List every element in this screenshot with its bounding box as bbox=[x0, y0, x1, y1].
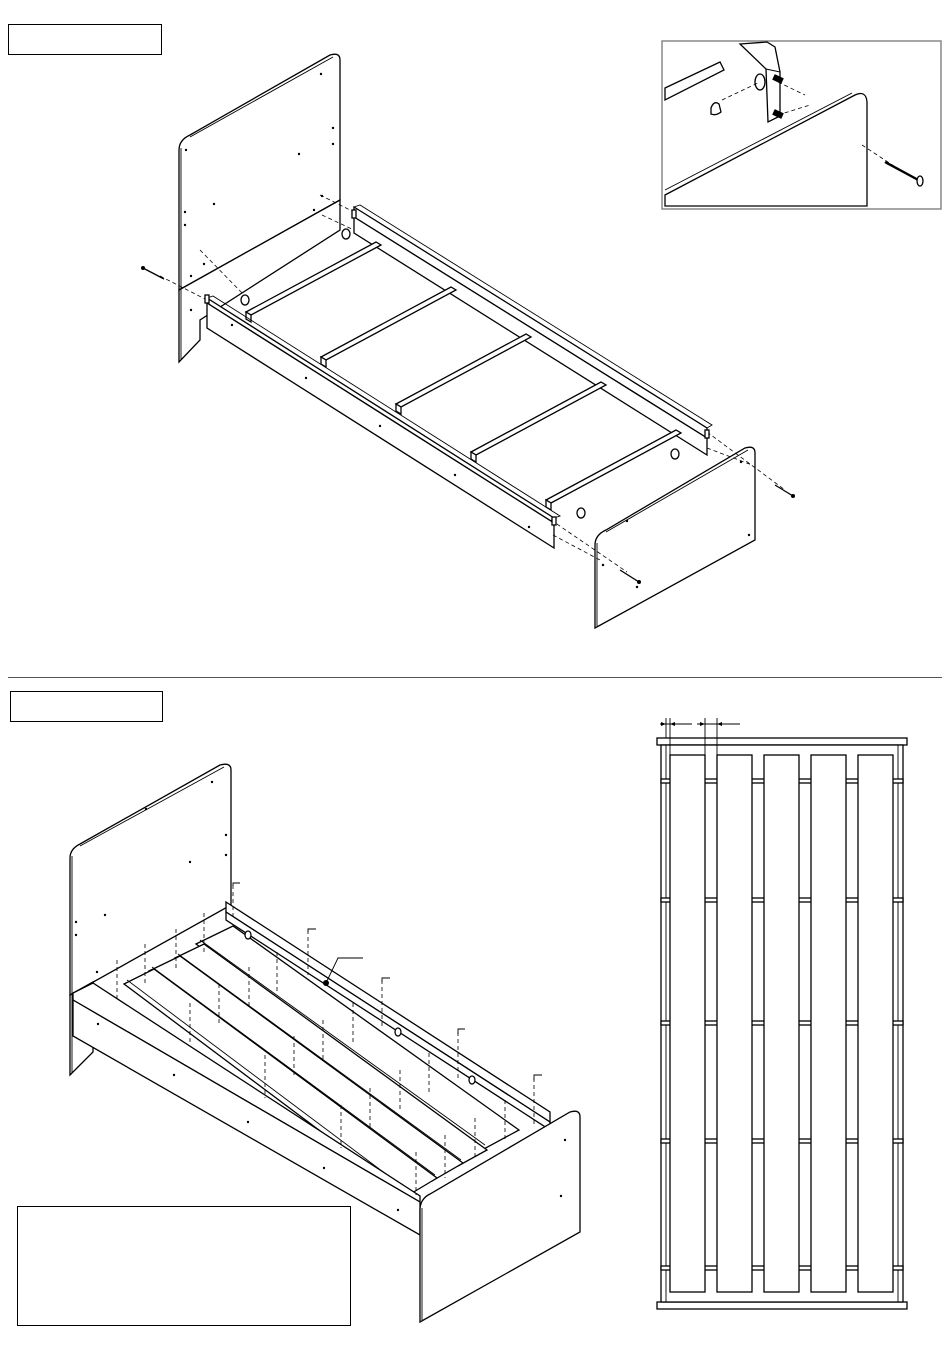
cam-lock-icon bbox=[395, 1028, 401, 1036]
dowel-icon bbox=[205, 295, 209, 303]
cam-lock-icon bbox=[711, 103, 721, 115]
headboard-panel bbox=[179, 54, 340, 362]
screw-icon bbox=[141, 266, 164, 279]
screw-icon bbox=[323, 980, 329, 986]
front-side-rail bbox=[207, 296, 560, 548]
cam-lock-icon bbox=[577, 508, 585, 518]
top-view-plan bbox=[657, 718, 907, 1309]
cam-lock-icon bbox=[342, 229, 350, 239]
dowel-icon bbox=[705, 430, 709, 438]
step-2-illustration bbox=[70, 764, 580, 1322]
back-side-rail bbox=[354, 205, 712, 455]
screw-icon bbox=[775, 485, 795, 498]
dowel-icon bbox=[352, 210, 356, 218]
cam-lock-icon bbox=[245, 931, 251, 939]
cam-lock-icon bbox=[671, 449, 679, 459]
detail-inset bbox=[662, 41, 941, 209]
footboard-panel bbox=[595, 447, 755, 628]
cam-lock-icon bbox=[469, 1076, 475, 1084]
dowel-icon bbox=[552, 517, 556, 525]
cam-lock-icon bbox=[241, 295, 249, 305]
slat-boards-top-view bbox=[670, 755, 893, 1292]
